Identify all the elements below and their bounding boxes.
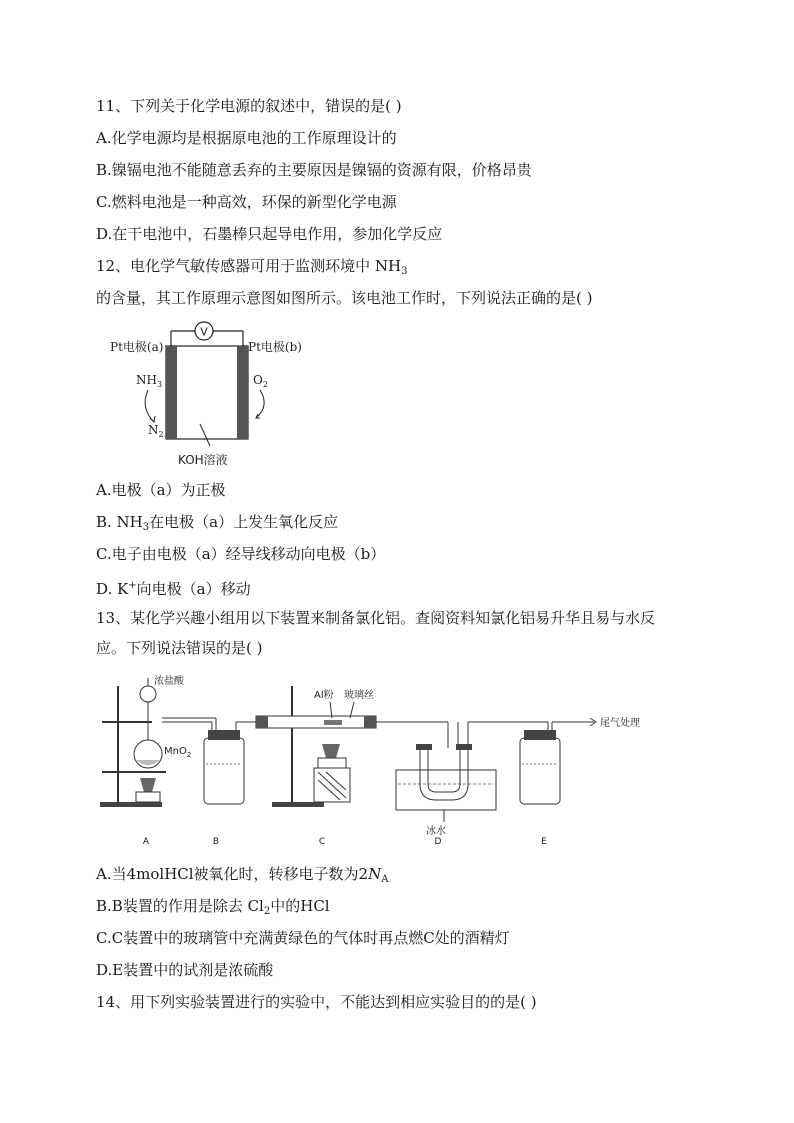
electrochemical-cell-figure <box>110 318 318 470</box>
electrode-b <box>237 346 248 439</box>
koh-solution-label: KOH溶液 <box>178 453 228 467</box>
q13-option-b-suffix: 中的HCl <box>270 897 330 915</box>
q11-option-a: A.化学电源均是根据原电池的工作原理设计的 <box>96 129 397 147</box>
electrode-a-label: Pt电极(a) <box>110 340 164 354</box>
q12-option-c: C.电子由电极（a）经导线移动向电极（b） <box>96 545 386 563</box>
label-c: C <box>318 837 326 847</box>
q12-stem-line1 <box>96 256 407 282</box>
q13-option-b-text: B.B装置的作用是除去 Cl <box>96 897 264 915</box>
q11-option-d: D.在干电池中，石墨棒只起导电作用，参加化学反应 <box>96 225 443 243</box>
label-d: D <box>434 837 442 847</box>
q11-stem: 11、下列关于化学电源的叙述中，错误的是( ) <box>96 97 402 115</box>
q13-stem-line1: 13、某化学兴趣小组用以下装置来制备氯化铝。查阅资料知氯化铝易升华且易与水反 <box>96 609 656 627</box>
q12-stem-text: 12、电化学气敏传感器可用于监测环境中 NH <box>96 257 402 275</box>
q13-option-a-text: A.当4molHCl被氧化时，转移电子数为2 <box>96 865 369 883</box>
q12-option-a: A.电极（a）为正极 <box>96 481 226 499</box>
nh3-label: $NH_3$ <box>136 373 163 389</box>
q13-option-d: D.E装置中的试剂是浓硫酸 <box>96 961 274 979</box>
label-a: A <box>142 837 150 847</box>
q13-option-b-subscript: 2 <box>263 906 271 917</box>
q12-option-b-subscript: 3 <box>142 522 150 533</box>
q13-stem-line2: 应。下列说法错误的是( ) <box>96 639 263 657</box>
electrode-b-label: Pt电极(b) <box>248 340 302 354</box>
label-b: B <box>212 837 220 847</box>
q12-stem-line2: 的含量，其工作原理示意图如图所示。该电池工作时，下列说法正确的是( ) <box>96 289 593 307</box>
q13-option-c: C.C装置中的玻璃管中充满黄绿色的气体时再点燃C处的酒精灯 <box>96 929 510 947</box>
nh3-to-n2-arrow <box>145 390 154 422</box>
conc-hcl-label: 浓盐酸 <box>154 676 184 687</box>
q12-option-b-suffix: 在电极（a）上发生氧化反应 <box>149 513 339 531</box>
glass-wool-label: 玻璃丝 <box>344 690 374 701</box>
tail-gas-label: 尾气处理 <box>600 718 640 729</box>
q12-stem-subscript: 3 <box>401 266 408 277</box>
q13-option-b <box>96 896 330 922</box>
q12-option-b <box>96 512 338 538</box>
q13-option-a-n: N <box>368 865 382 883</box>
q14-stem: 14、用下列实验装置进行的实验中，不能达到相应实验目的的是( ) <box>96 993 537 1011</box>
q13-option-a <box>96 864 388 890</box>
q12-option-d-text: D. K <box>96 580 129 598</box>
voltmeter-label: V <box>200 325 208 339</box>
q13-option-a-subscript: A <box>381 874 389 885</box>
apparatus-figure <box>96 672 656 850</box>
q12-option-d <box>96 576 251 599</box>
ice-water-label: 冰水 <box>426 826 446 837</box>
al-powder-label: Al粉 <box>314 690 334 701</box>
mno2-label: MnO$_2$ <box>164 746 192 759</box>
q12-option-d-superscript: + <box>128 580 137 591</box>
n2-label: $N_2$ <box>148 423 164 439</box>
label-e: E <box>541 837 547 847</box>
q11-option-c: C.燃料电池是一种高效，环保的新型化学电源 <box>96 193 397 211</box>
electrode-a <box>166 346 177 439</box>
o2-arrow <box>256 390 264 418</box>
q11-option-b: B.镍镉电池不能随意丢弃的主要原因是镍镉的资源有限，价格昂贵 <box>96 161 532 179</box>
q12-option-b-text: B. NH <box>96 513 143 531</box>
o2-label: $O_2$ <box>253 373 268 389</box>
q12-option-d-suffix: 向电极（a）移动 <box>136 580 251 598</box>
